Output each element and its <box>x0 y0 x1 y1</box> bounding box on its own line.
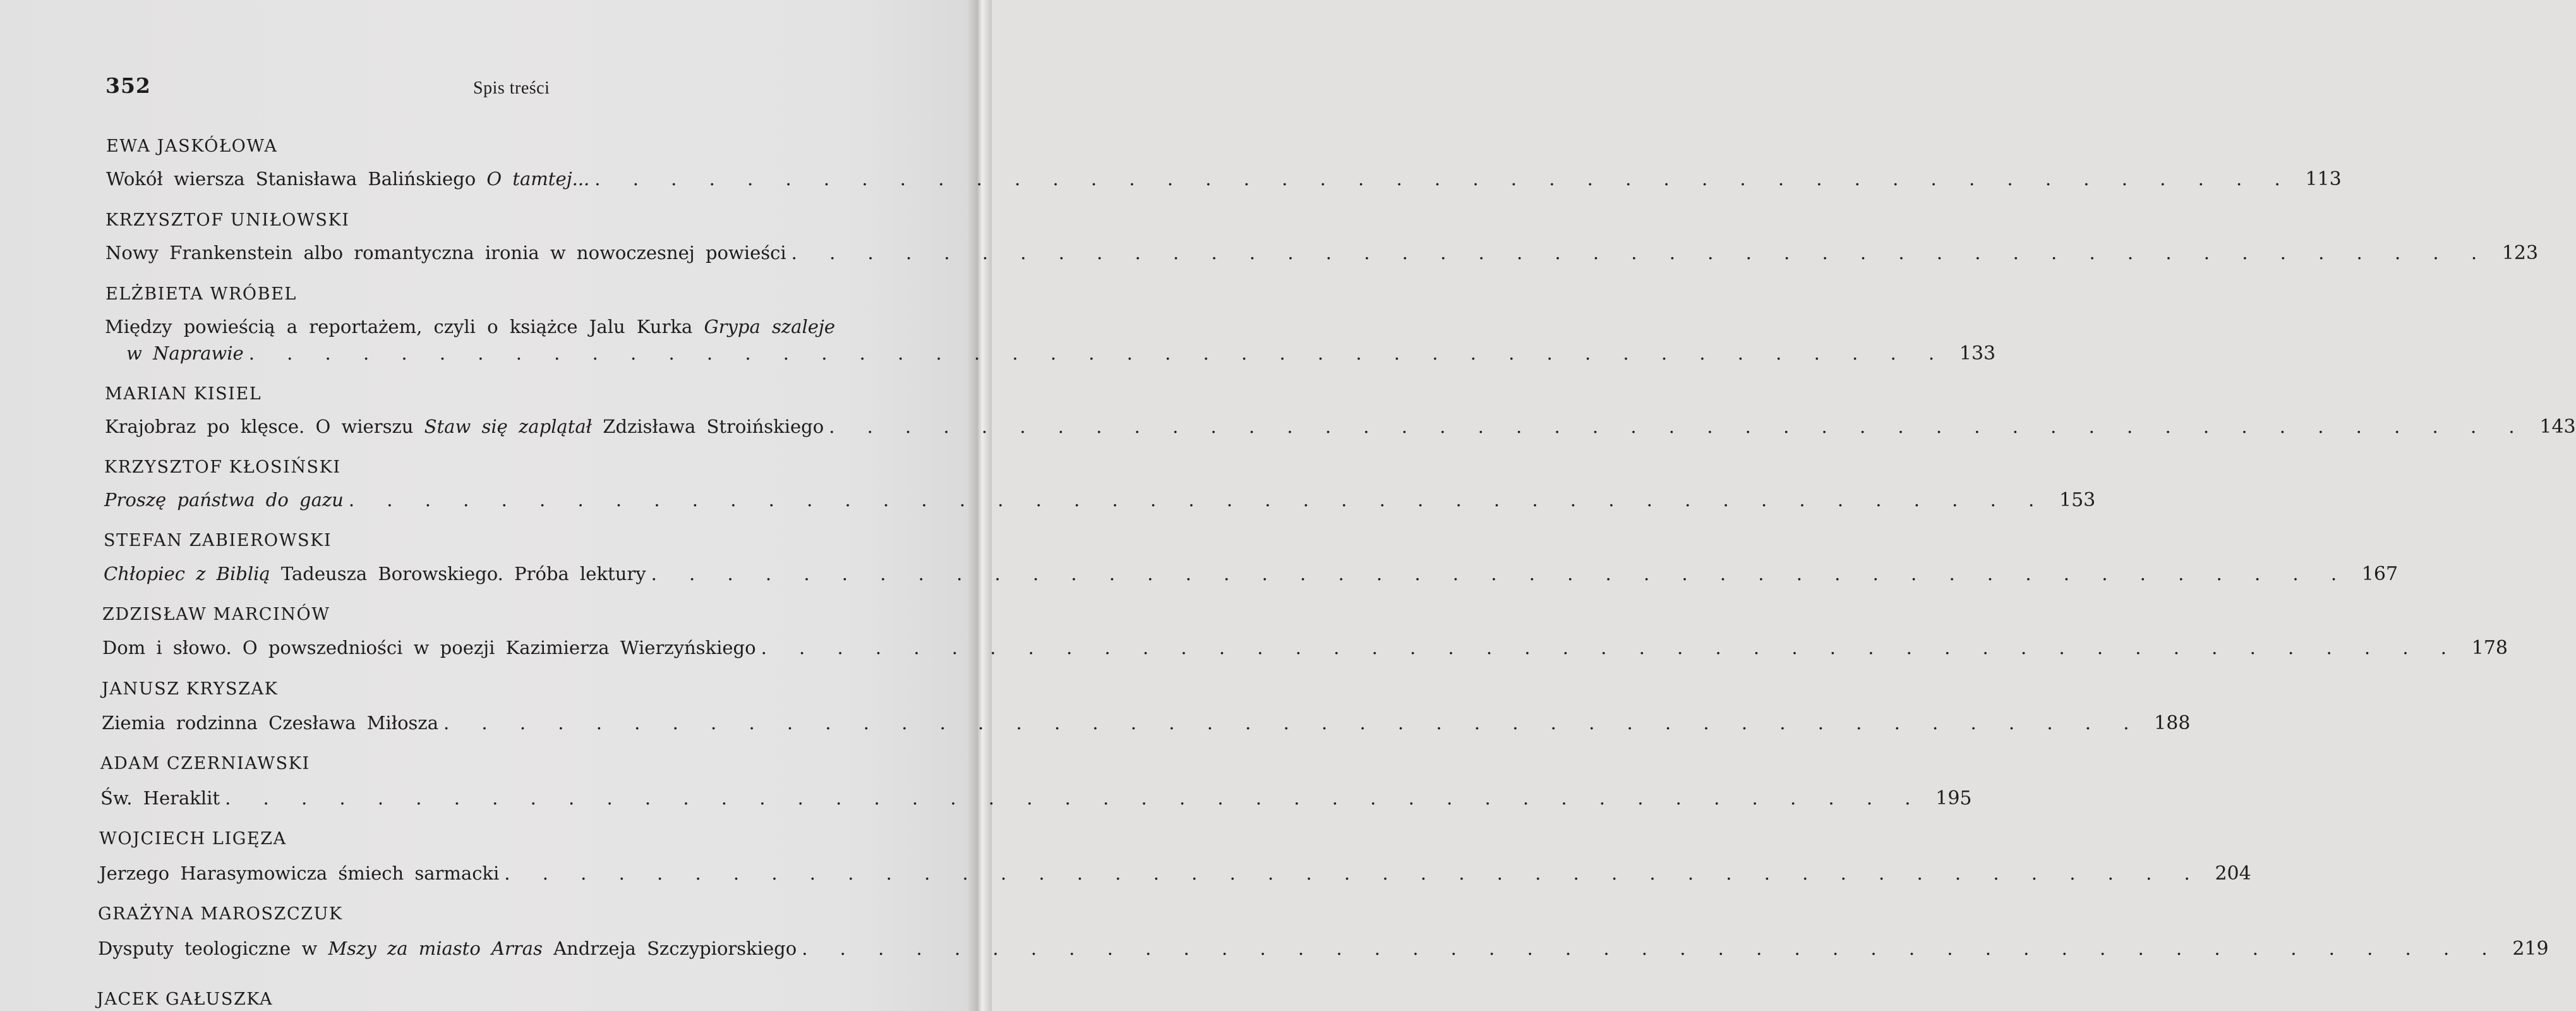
toc-entry-line <box>126 342 1996 365</box>
dot-leader: . . . . . . . . . . . . . . . . . . . . . . . . . . . . . . . . . . . . . . . . . . . . . <box>829 416 2528 437</box>
dot-leader: . . . . . . . . . . . . . . . . . . . . . . . . . . . . . . . . . . . . . . . . . . . . . <box>761 637 2460 658</box>
entry-page-number: 219 <box>2512 938 2549 960</box>
toc-entry-line <box>102 637 2508 659</box>
dot-leader: . . . . . . . . . . . . . . . . . . . . . . . . . . . . . . . . . . . . . . . . . . . . . <box>248 342 1948 364</box>
entry-author: ELŻBIETA WRÓBEL <box>105 284 297 304</box>
entry-author: ADAM CZERNIAWSKI <box>100 754 310 773</box>
dot-leader: . . . . . . . . . . . . . . . . . . . . . . . . . . . . . . . . . . . . . . . . . . . . . <box>802 938 2501 959</box>
toc-entry-line <box>100 787 1972 809</box>
dot-leader: . . . . . . . . . . . . . . . . . . . . . . . . . . . . . . . . . . . . . . . . . . . . . <box>348 489 2048 511</box>
dot-leader: . . . . . . . . . . . . . . . . . . . . . . . . . . . . . . . . . . . . . . . . . . . . . <box>443 712 2143 734</box>
toc-entry-line <box>99 863 2251 885</box>
dot-leader: . . . . . . . . . . . . . . . . . . . . . . . . . . . . . . . . . . . . . . . . . . . . . <box>651 563 2350 584</box>
page-number: 352 <box>105 73 151 98</box>
toc-entry-line <box>106 168 2342 190</box>
entry-page-number: 143 <box>2539 416 2576 438</box>
entry-title-line-1: Między powieścią a reportażem, czyli o książce Jalu Kurka Grypa szaleje <box>105 316 836 337</box>
entry-author: ZDZISŁAW MARCINÓW <box>102 605 330 624</box>
entry-page-number: 195 <box>1935 787 1972 809</box>
running-head: Spis treści <box>473 78 550 98</box>
entry-page-number: 113 <box>2305 168 2342 190</box>
entry-page-number: 204 <box>2215 863 2251 885</box>
toc-entry-line <box>98 938 2549 960</box>
entry-page-number: 153 <box>2059 489 2096 511</box>
dot-leader: . . . . . . . . . . . . . . . . . . . . . . . . . . . . . . . . . . . . . . . . . . . . . <box>504 863 2203 884</box>
toc-entry-line <box>105 242 2539 264</box>
entry-page-number: 133 <box>1959 342 1996 365</box>
entry-title: Krajobraz po klęsce. O wierszu Staw się zaplątał Zdzisława Stroińskiego <box>105 416 824 437</box>
entry-page-number: 123 <box>2501 242 2539 264</box>
entry-author: MARIAN KISIEL <box>105 384 262 404</box>
entry-author: JANUSZ KRYSZAK <box>102 679 279 699</box>
toc-entry-line <box>104 563 2398 585</box>
entry-title: Nowy Frankenstein albo romantyczna ironia w nowoczesnej powieści <box>105 242 786 263</box>
entry-author: WOJCIECH LIGĘZA <box>99 829 287 849</box>
toc-entry-line <box>105 416 2576 438</box>
entry-title: Dysputy teologiczne w Mszy za miasto Arras Andrzeja Szczypiorskiego <box>98 938 797 959</box>
dot-leader: . . . . . . . . . . . . . . . . . . . . . . . . . . . . . . . . . . . . . . . . . . . . . <box>791 242 2491 263</box>
entry-title: Proszę państwa do gazu <box>104 489 344 511</box>
dot-leader: . . . . . . . . . . . . . . . . . . . . . . . . . . . . . . . . . . . . . . . . . . . . . <box>225 787 1924 809</box>
entry-author: STEFAN ZABIEROWSKI <box>104 531 332 550</box>
entry-page-number: 178 <box>2471 637 2508 659</box>
entry-page-number: 188 <box>2154 712 2191 734</box>
entry-title: Ziemia rodzinna Czesława Miłosza <box>102 712 438 734</box>
entry-author: GRAŻYNA MAROSZCZUK <box>98 904 343 924</box>
entry-title: Jerzego Harasymowicza śmiech sarmacki <box>99 863 500 884</box>
entry-title: Wokół wiersza Stanisława Balińskiego O tamtej... <box>106 168 590 190</box>
entry-title-line-2: w Naprawie <box>126 342 244 364</box>
dot-leader: . . . . . . . . . . . . . . . . . . . . . . . . . . . . . . . . . . . . . . . . . . . . . <box>594 168 2294 190</box>
entry-author: EWA JASKÓŁOWA <box>106 136 278 156</box>
entry-title: Dom i słowo. O powszedniości w poezji Kazimierza Wierzyńskiego <box>102 637 756 658</box>
entry-title: Chłopiec z Biblią Tadeusza Borowskiego. Próba lektury <box>104 563 646 584</box>
entry-author: JACEK GAŁUSZKA <box>97 990 274 1009</box>
entry-author: KRZYSZTOF KŁOSIŃSKI <box>104 457 341 477</box>
entry-title: Św. Heraklit <box>100 787 220 809</box>
entry-page-number: 167 <box>2361 563 2398 585</box>
entry-author: KRZYSZTOF UNIŁOWSKI <box>105 210 350 230</box>
toc-entry-line <box>104 489 2096 511</box>
toc-entry-line <box>102 712 2191 734</box>
